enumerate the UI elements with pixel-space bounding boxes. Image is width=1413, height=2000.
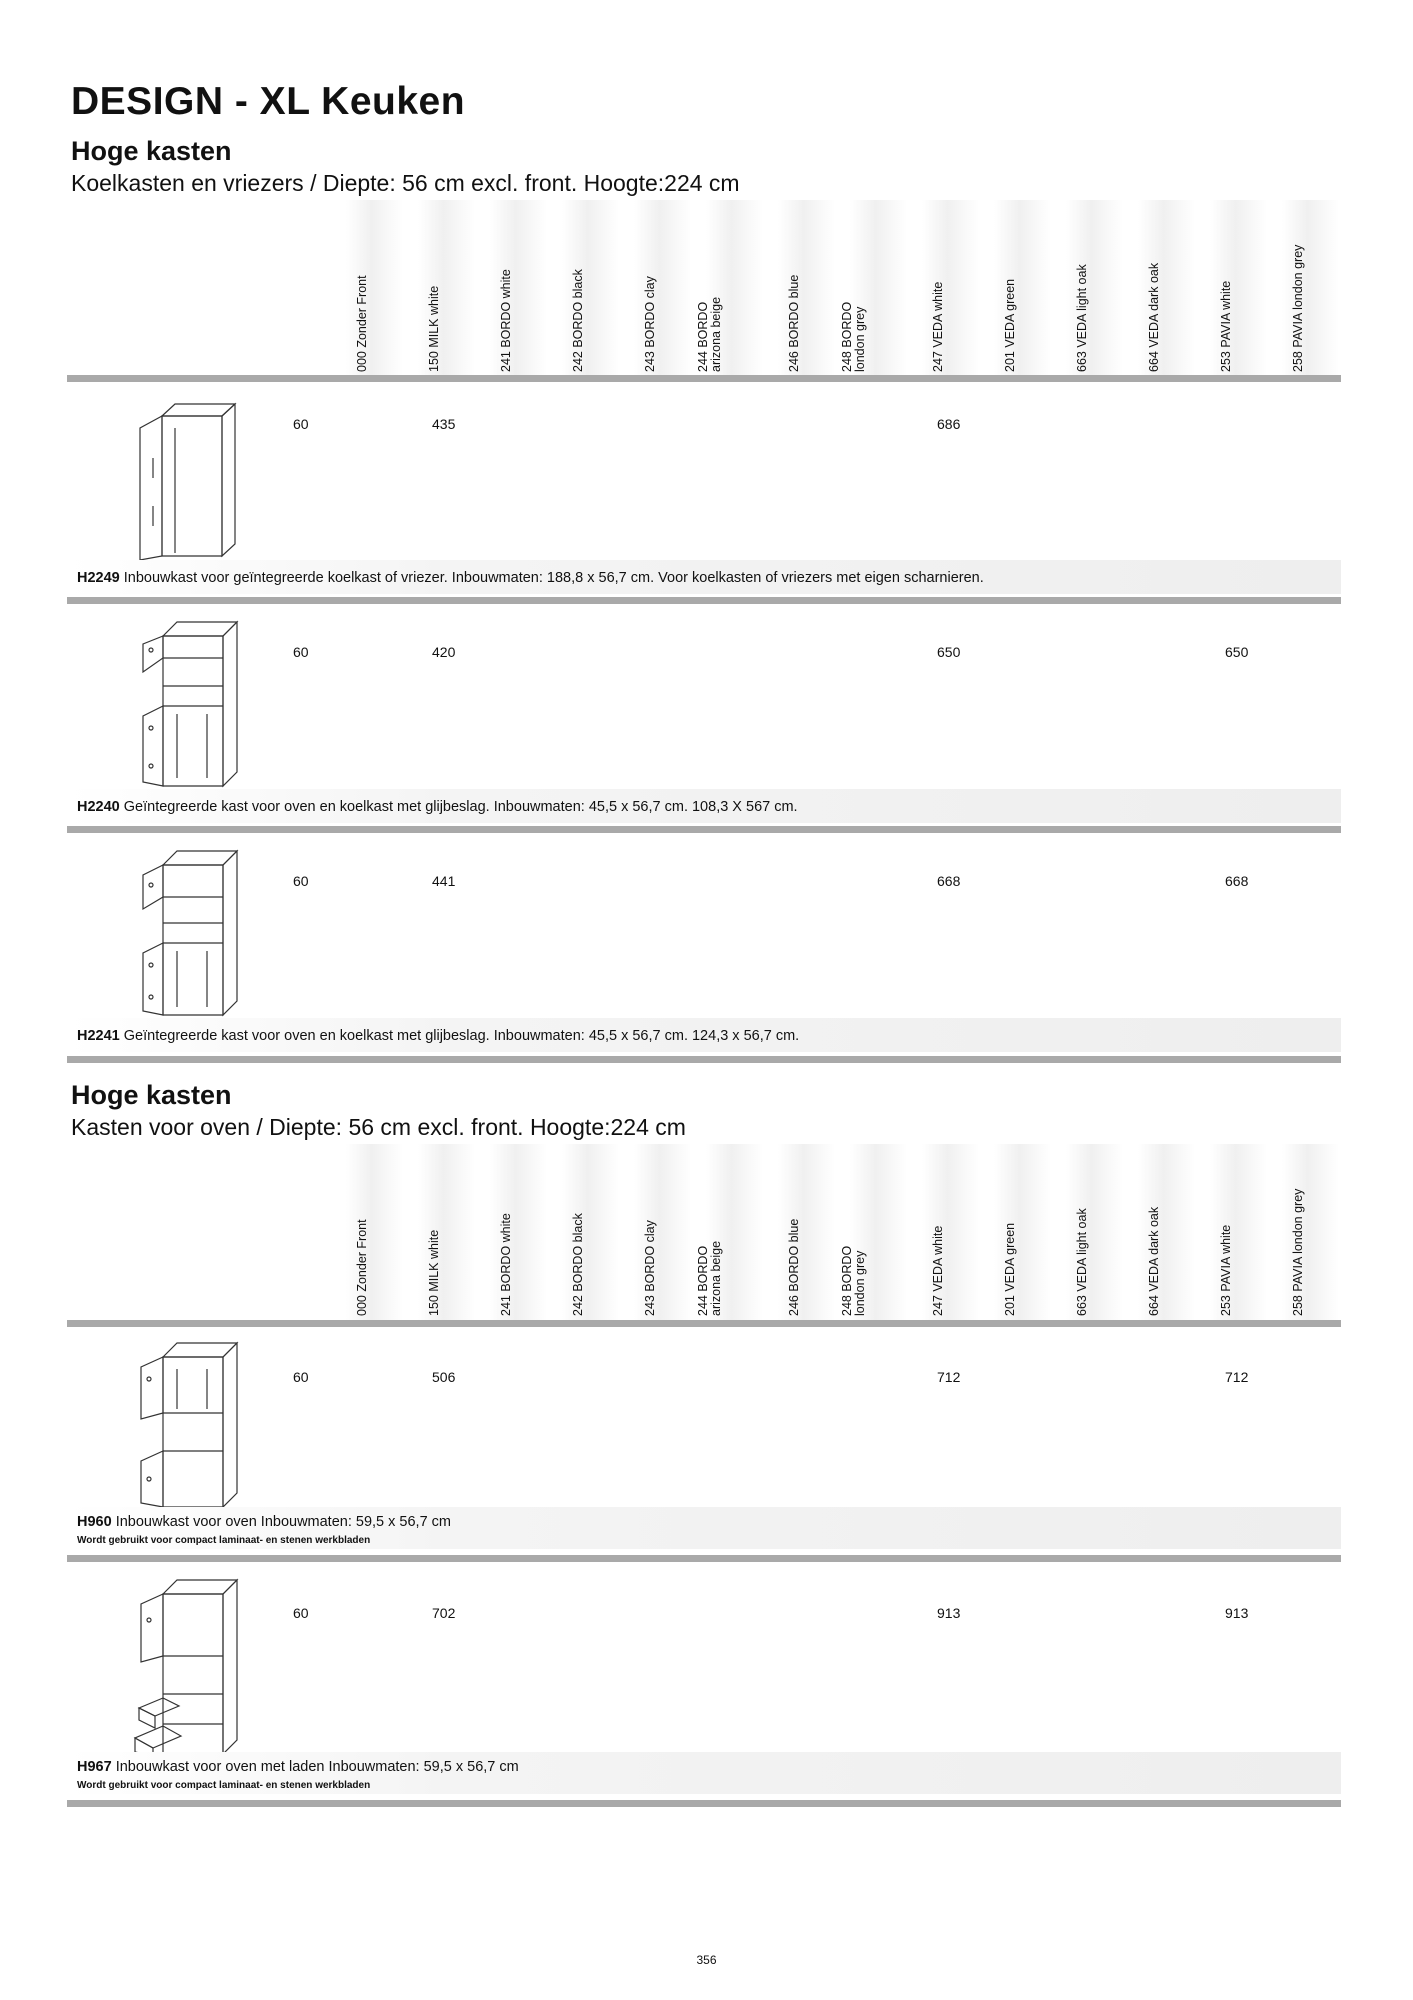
article-code: H967 bbox=[77, 1759, 112, 1775]
article-code: H2240 bbox=[77, 799, 120, 815]
width-value: 60 bbox=[293, 1605, 309, 1621]
price-253: 668 bbox=[1225, 873, 1249, 889]
row-divider bbox=[67, 1800, 1341, 1807]
column-header: 253 PAVIA white bbox=[1219, 1224, 1233, 1316]
price-150: 435 bbox=[432, 416, 456, 432]
row-divider bbox=[67, 1555, 1341, 1562]
article-description bbox=[77, 1759, 519, 1775]
column-header: 248 BORDO london grey bbox=[840, 1245, 867, 1316]
article-text: Geïntegreerde kast voor oven en koelkast met glijbeslag. Inbouwmaten: 45,5 x 56,7 cm. 124,3 x 56,7 cm. bbox=[119, 1028, 800, 1044]
price-247: 668 bbox=[937, 873, 961, 889]
column-header: 247 VEDA white bbox=[931, 281, 945, 372]
column-header: 242 BORDO black bbox=[571, 269, 585, 372]
article-description bbox=[77, 570, 984, 586]
column-header: 201 VEDA green bbox=[1003, 278, 1017, 372]
section-subheading: Kasten voor oven / Diepte: 56 cm excl. front. Hoogte:224 cm bbox=[71, 1114, 686, 1140]
column-header: 246 BORDO blue bbox=[787, 1218, 801, 1316]
column-header: 247 VEDA white bbox=[931, 1225, 945, 1316]
price-150: 420 bbox=[432, 644, 456, 660]
price-253: 650 bbox=[1225, 644, 1249, 660]
section-heading: Hoge kasten bbox=[71, 136, 232, 166]
section-divider bbox=[67, 1320, 1341, 1327]
column-header: 244 BORDO arizona beige bbox=[696, 1240, 723, 1316]
oven-cabinet-icon bbox=[95, 1339, 275, 1509]
table-row bbox=[67, 833, 1341, 1053]
oven-drawer-cabinet-icon bbox=[95, 1576, 275, 1756]
column-header: 243 BORDO clay bbox=[643, 1220, 657, 1316]
price-253: 913 bbox=[1225, 1605, 1249, 1621]
article-code: H2241 bbox=[77, 1028, 120, 1044]
section-subheading: Koelkasten en vriezers / Diepte: 56 cm excl. front. Hoogte:224 cm bbox=[71, 170, 740, 196]
column-header: 246 BORDO blue bbox=[787, 274, 801, 372]
oven-fridge-cabinet-icon bbox=[95, 618, 275, 788]
price-247: 712 bbox=[937, 1369, 961, 1385]
article-note: Wordt gebruikt voor compact laminaat- en stenen werkbladen bbox=[77, 1780, 371, 1791]
article-text: Inbouwkast voor geïntegreerde koelkast of vriezer. Inbouwmaten: 188,8 x 56,7 cm. Voor koelkasten of vriezers met eigen scharnieren. bbox=[119, 570, 984, 586]
article-text: Geïntegreerde kast voor oven en koelkast met glijbeslag. Inbouwmaten: 45,5 x 56,7 cm. 108,3 X 567 cm. bbox=[119, 799, 798, 815]
column-header: 253 PAVIA white bbox=[1219, 280, 1233, 372]
article-note: Wordt gebruikt voor compact laminaat- en stenen werkbladen bbox=[77, 1535, 371, 1546]
fridge-cabinet-icon bbox=[95, 398, 275, 560]
column-header: 663 VEDA light oak bbox=[1075, 264, 1089, 372]
table-row bbox=[67, 604, 1341, 824]
article-description bbox=[77, 1514, 451, 1530]
column-header: 664 VEDA dark oak bbox=[1147, 262, 1161, 372]
price-150: 441 bbox=[432, 873, 456, 889]
table-row bbox=[67, 382, 1341, 597]
price-247: 913 bbox=[937, 1605, 961, 1621]
price-247: 686 bbox=[937, 416, 961, 432]
section-heading: Hoge kasten bbox=[71, 1080, 232, 1110]
price-253: 712 bbox=[1225, 1369, 1249, 1385]
column-header: 663 VEDA light oak bbox=[1075, 1208, 1089, 1316]
article-text: Inbouwkast voor oven Inbouwmaten: 59,5 x 56,7 cm bbox=[111, 1514, 452, 1530]
column-header: 000 Zonder Front bbox=[355, 275, 369, 372]
column-header-row bbox=[346, 200, 1341, 380]
column-header: 241 BORDO white bbox=[499, 1213, 513, 1316]
column-header: 242 BORDO black bbox=[571, 1213, 585, 1316]
page-title: DESIGN - XL Keuken bbox=[71, 80, 466, 123]
row-divider bbox=[67, 826, 1341, 833]
article-description bbox=[77, 1028, 799, 1044]
price-150: 702 bbox=[432, 1605, 456, 1621]
column-header: 150 MILK white bbox=[427, 285, 441, 372]
page-number: 356 bbox=[696, 1953, 717, 1967]
article-text: Inbouwkast voor oven met laden Inbouwmaten: 59,5 x 56,7 cm bbox=[111, 1759, 519, 1775]
column-header: 664 VEDA dark oak bbox=[1147, 1206, 1161, 1316]
column-header: 241 BORDO white bbox=[499, 269, 513, 372]
column-header: 201 VEDA green bbox=[1003, 1222, 1017, 1316]
column-header: 258 PAVIA london grey bbox=[1291, 1188, 1305, 1316]
column-header: 150 MILK white bbox=[427, 1229, 441, 1316]
width-value: 60 bbox=[293, 873, 309, 889]
column-header: 248 BORDO london grey bbox=[840, 301, 867, 372]
width-value: 60 bbox=[293, 1369, 309, 1385]
width-value: 60 bbox=[293, 416, 309, 432]
article-description bbox=[77, 799, 798, 815]
width-value: 60 bbox=[293, 644, 309, 660]
price-247: 650 bbox=[937, 644, 961, 660]
table-row bbox=[67, 1562, 1341, 1802]
column-header: 244 BORDO arizona beige bbox=[696, 296, 723, 372]
column-header: 000 Zonder Front bbox=[355, 1219, 369, 1316]
oven-fridge-cabinet-icon bbox=[95, 847, 275, 1017]
row-divider bbox=[67, 597, 1341, 604]
article-code: H960 bbox=[77, 1514, 112, 1530]
column-header: 258 PAVIA london grey bbox=[1291, 244, 1305, 372]
price-150: 506 bbox=[432, 1369, 456, 1385]
table-row bbox=[67, 1327, 1341, 1549]
section-divider bbox=[67, 375, 1341, 382]
column-header: 243 BORDO clay bbox=[643, 276, 657, 372]
column-header-row bbox=[346, 1144, 1341, 1324]
article-code: H2249 bbox=[77, 570, 120, 586]
row-divider bbox=[67, 1056, 1341, 1063]
